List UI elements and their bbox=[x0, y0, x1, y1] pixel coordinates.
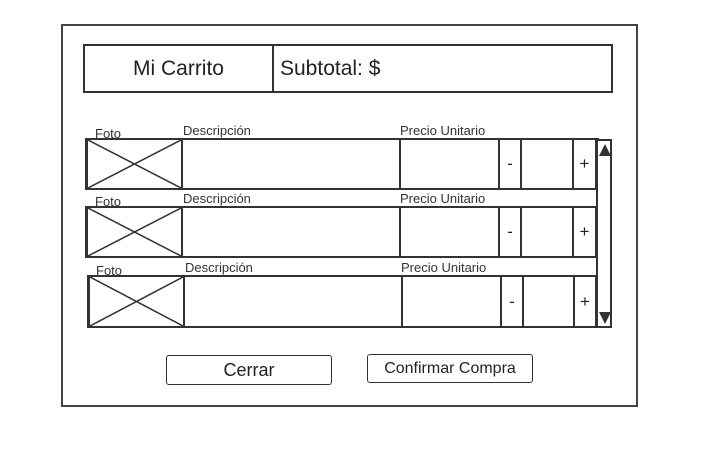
photo-label: Foto bbox=[96, 264, 123, 275]
quantity-input[interactable] bbox=[520, 138, 574, 190]
description-cell bbox=[181, 138, 401, 190]
photo-label: Foto bbox=[95, 127, 122, 138]
cart-header bbox=[83, 44, 613, 93]
unit-price-cell bbox=[399, 206, 500, 258]
scroll-up-arrow-icon[interactable] bbox=[599, 143, 611, 156]
subtotal-label: Subtotal: $ bbox=[280, 56, 381, 80]
decrease-quantity-button[interactable]: - bbox=[498, 206, 522, 258]
quantity-input[interactable] bbox=[522, 275, 575, 328]
increase-quantity-button[interactable]: + bbox=[572, 138, 597, 190]
description-cell bbox=[183, 275, 403, 328]
description-label: Descripción bbox=[183, 123, 251, 138]
increase-quantity-button[interactable]: + bbox=[573, 275, 597, 328]
unit-price-label: Precio Unitario bbox=[401, 260, 487, 275]
description-label: Descripción bbox=[185, 260, 253, 275]
decrease-quantity-button[interactable]: - bbox=[500, 275, 524, 328]
image-placeholder-icon bbox=[88, 140, 181, 188]
description-label: Descripción bbox=[183, 191, 251, 206]
product-photo-placeholder bbox=[86, 138, 183, 190]
image-placeholder-icon bbox=[88, 208, 181, 256]
unit-price-cell bbox=[401, 275, 502, 328]
unit-price-label: Precio Unitario bbox=[400, 123, 486, 138]
product-photo-placeholder bbox=[86, 206, 183, 258]
photo-label: Foto bbox=[95, 195, 122, 206]
unit-price-label: Precio Unitario bbox=[400, 191, 486, 206]
decrease-quantity-button[interactable]: - bbox=[498, 138, 522, 190]
scroll-down-arrow-icon[interactable] bbox=[599, 311, 611, 324]
increase-quantity-button[interactable]: + bbox=[572, 206, 597, 258]
image-placeholder-icon bbox=[90, 277, 183, 326]
confirm-purchase-button[interactable]: Confirmar Compra bbox=[367, 354, 533, 383]
close-button[interactable]: Cerrar bbox=[166, 355, 332, 385]
product-photo-placeholder bbox=[88, 275, 185, 328]
quantity-input[interactable] bbox=[520, 206, 574, 258]
cart-title: Mi Carrito bbox=[85, 46, 274, 91]
list-scrollbar[interactable] bbox=[596, 139, 612, 328]
description-cell bbox=[181, 206, 401, 258]
unit-price-cell bbox=[399, 138, 500, 190]
